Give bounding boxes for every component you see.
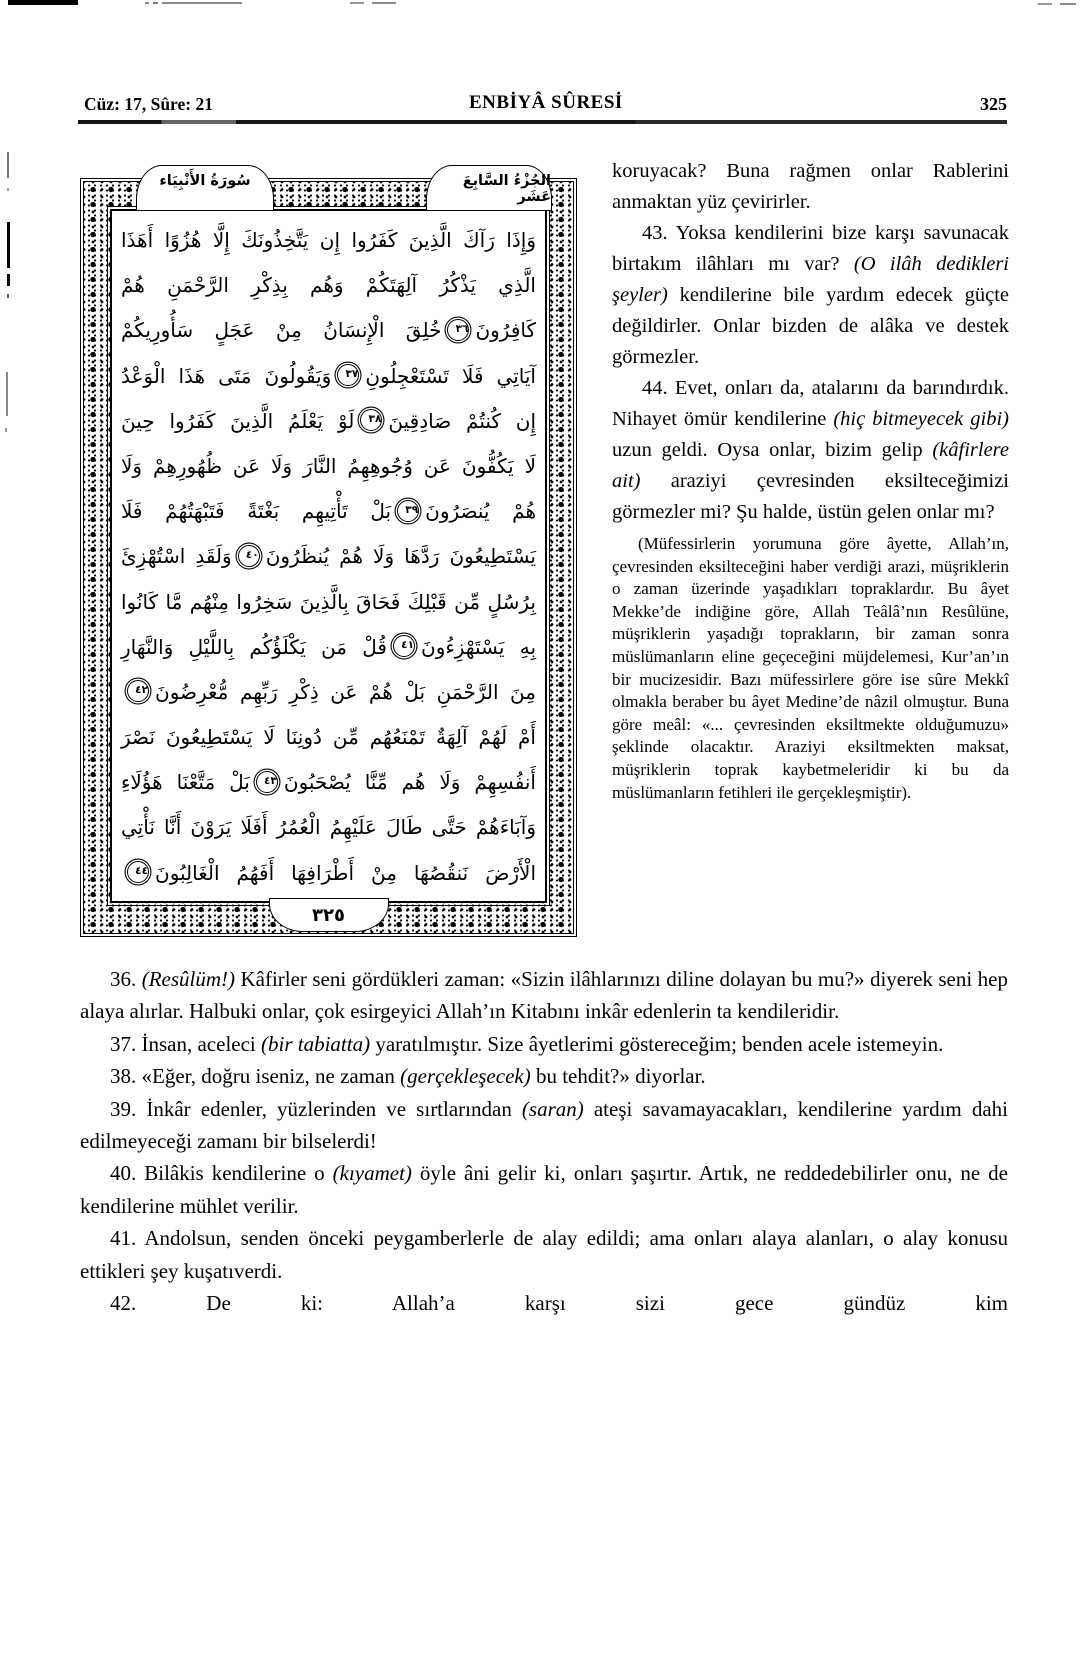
text-segment: أَنفُسِهِمْ وَلَا هُم مِّنَّا يُصْحَبُونَ [283,770,536,795]
mushaf-line [121,851,536,896]
translation-paragraph [80,963,1008,1028]
mushaf-line [121,308,536,353]
mushaf-line [121,670,536,715]
text-segment: وَإِذَا رَآكَ الَّذِينَ كَفَرُوا إِن يَتَّخِذُونَكَ إِلَّا هُزُوًا أَهَذَا [121,228,536,252]
scan-artifact-margin-tick [6,372,8,416]
text-segment: وَيَقُولُونَ مَتَى هَذَا الْوَعْدُ [121,363,332,388]
mushaf-line [121,580,536,625]
verse-marker: ٣٩ [397,500,419,522]
translation-paragraph [612,156,1009,218]
translation-paragraph [80,1028,1008,1060]
header-rule [78,120,1007,124]
mushaf-line [121,805,536,850]
text-segment: araziyi çevresinden eksilteceğimizi görmezler mi? Şu halde, üstün gelen onlar mı? [612,470,1009,523]
text-segment: (gerçekleşecek) [400,1064,531,1089]
text-segment: يَسْتَطِيعُونَ رَدَّهَا وَلَا هُمْ يُنظَرُونَ [265,544,536,569]
mushaf-page-number-label: ٣٢٥ [312,904,345,926]
text-segment: بَلْ مَتَّعْنَا هَؤُلَاءِ [121,770,250,795]
mushaf-line [121,534,536,579]
mushaf-line [121,399,536,444]
translation-paragraph [612,218,1009,373]
translation-paragraph [80,1222,1008,1287]
mushaf-line [121,489,536,534]
text-segment: Kâfirler seni gördükleri zaman: «Sizin ilâhlarınızı diline dolayan bu mu?» diyerek seni hep alaya alırlar. Halbuki onlar, çok esirgeyici Allah’ın Kitabını inkâr edenlerin ta kendileridir. [80,967,1008,1024]
text-segment: kendilerine bile yardım edecek güçte değildirler. Onlar bizden de alâka ve destek görmezler. [612,284,1009,368]
scan-artifact-margin-tick [7,222,10,268]
verse-marker: ٤٤ [127,861,149,883]
translation-paragraph [80,1060,1008,1092]
text-segment: öyle âni gelir ki, onları şaşırtır. Artık, ne reddedebilirler onu, ne de kendilerine mühlet verilir. [80,1161,1008,1218]
text-segment: 39. İnkâr edenler, yüzlerinden ve sırtlarından [110,1096,522,1121]
mushaf-line [121,625,536,670]
text-segment: لَوْ يَعْلَمُ الَّذِينَ كَفَرُوا حِينَ [121,408,355,433]
mushaf-line [121,218,536,263]
scan-artifact-dash [153,2,158,4]
text-segment: الَّذِي يَذْكُرُ آلِهَتَكُمْ وَهُم بِذِكْرِ الرَّحْمَنِ هُمْ [121,273,536,298]
text-segment: 44. Evet, onları da, atalarını da barındırdık. Nihayet ömür kendilerine [612,377,1009,430]
page-number: 325 [980,94,1007,114]
text-segment: الْأَرْضَ نَنقُصُهَا مِنْ أَطْرَافِهَا أَفَهُمُ الْغَالِبُونَ [155,860,536,885]
bottom-translation-section [80,963,1008,1319]
mushaf-page-number [269,898,389,932]
ornamental-border [83,173,574,934]
text-segment: (O ilâh dedikleri şeyler) [612,253,1009,306]
surah-cartouche-label: سُورَةُ الأَنْبِيَاء [159,173,251,189]
text-segment: (saran) [521,1096,584,1121]
mushaf-text-area [110,209,547,903]
text-segment: 37. İnsan, aceleci [110,1031,262,1056]
text-segment: أَمْ لَهُمْ آلِهَةٌ تَمْنَعُهُم مِّن دُونِنَا لَا يَسْتَطِيعُونَ نَصْرَ [121,725,536,750]
scan-artifact-margin-tick [5,428,7,432]
text-segment: (hiç bitmeyecek gibi) [833,408,1009,430]
text-segment: 43. Yoksa kendilerini bize karşı savunacak birtakım ilâhları mı var? [612,222,1009,275]
juz-sure-label: Cüz: 17, Sûre: 21 [84,94,213,114]
text-segment: bu tehdit?» diyorlar. [530,1064,706,1089]
translation-paragraph [80,1287,1008,1319]
juz-cartouche [426,165,552,211]
mushaf-line [121,354,536,399]
scan-artifact-dash [145,2,149,4]
text-segment: خُلِقَ الْإِنسَانُ مِنْ عَجَلٍ سَأُورِيكُمْ [121,318,442,343]
scan-artifact-dash [372,2,396,4]
verse-marker: ٤٠ [238,545,260,567]
translation-paragraph [80,1093,1008,1158]
scan-artifact-dash-line [162,2,242,4]
text-segment: 40. Bilâkis kendilerine o [110,1161,333,1186]
text-segment: إِن كُنتُمْ صَادِقِينَ [388,408,536,433]
text-segment: uzun geldi. Oysa onlar, bizim gelip [612,439,933,461]
text-segment: هُمْ يُنصَرُونَ [425,499,536,524]
scan-artifact-margin-tick [7,188,9,191]
text-segment: بِهِ يَسْتَهْزِءُونَ [421,634,537,659]
text-segment: (bir tabiatta) [261,1031,371,1056]
translation-paragraph [612,373,1009,528]
surah-cartouche [136,165,274,211]
mushaf-line [121,263,536,308]
text-segment: قُلْ مَن يَكْلَؤُكُم بِاللَّيْلِ وَالنَّهَارِ [121,634,387,659]
text-segment: (Müfessirlerin yorumuna göre âyette, Allah’ın, çevresinden eksilteceğini haber verdiği arazi, müşriklerin o zaman üzerinde yaşadıkları topraklardır. Bu âyet Mekke’de indiğine göre, Allah Teâlâ’nın Resûlüne, müşriklerin yaşadığı toprakların, bir zaman sonra müslümanların eline geçeceğini müjdelemesi, Kur’an’ın bir mucizesidir. Bazı müfessirlere göre ise sûre Mekkî olmakla beraber bu âyet Medine’de nâzil olmuştur. Buna göre meâl: «... çevresinden eksiltmekte olduğumuzu» şeklinde olacaktır. Araziyi eksiltmekten maksat, müşriklerin toprak kaybetmeleridir ki bu da müslümanların fetihleri ile gerçekleşmiştir). [612,534,1009,802]
verse-marker: ٤٣ [256,771,278,793]
text-segment: وَآبَاءَهُمْ حَتَّى طَالَ عَلَيْهِمُ الْعُمُرُ أَفَلَا يَرَوْنَ أَنَّا نَأْتِي [121,815,536,840]
scan-artifact-margin-tick [7,294,9,298]
mushaf-page [80,173,577,937]
translation-paragraph [80,1157,1008,1222]
text-segment: لَا يَكُفُّونَ عَن وُجُوهِهِمُ النَّارَ وَلَا عَن ظُهُورِهِمْ وَلَا [121,453,536,478]
text-segment: (kıyamet) [332,1161,412,1186]
text-segment: كَافِرُونَ [475,318,536,343]
text-segment: آيَاتِي فَلَا تَسْتَعْجِلُونِ [365,363,536,388]
scan-artifact-margin-tick [7,274,10,286]
scan-artifact-top-bar [8,0,78,5]
text-segment: 38. «Eğer, doğru iseniz, ne zaman [110,1064,401,1089]
text-segment: 42. De ki: Allah’a karşı sizi gece gündüz kim [110,1291,1008,1316]
text-segment: بِرُسُلٍ مِّن قَبْلِكَ فَحَاقَ بِالَّذِينَ سَخِرُوا مِنْهُم مَّا كَانُوا [121,589,536,614]
verse-marker: ٤٢ [127,680,149,702]
scan-artifact-dash [1060,3,1076,5]
text-segment: koruyacak? Buna rağmen onlar Rablerini anmaktan yüz çevirirler. [612,160,1009,213]
page-title: ENBİYÂ SÛRESİ [469,92,623,113]
text-segment: 41. Andolsun, senden önceki peygamberlerle de alay edildi; ama onları alaya alanları, o alay konusu ettikleri şey kuşatıverdi. [80,1226,1008,1283]
scan-artifact-dash [1038,3,1052,5]
juz-cartouche-label: الجُزْءُ السَّابِعَ عَشَر [462,173,551,205]
scan-artifact-dash [350,2,364,4]
text-segment: (Resûlüm!) [141,967,236,991]
mushaf-line [121,760,536,805]
mushaf-line [121,444,536,489]
text-segment: 36. [110,967,142,991]
commentary-paragraph [612,533,1009,804]
translation-column [612,156,1009,821]
verse-marker: ٣٨ [360,409,382,431]
text-segment: ateşi savamayacakları, kendilerine yardım dahi edilmeyeceği zamanı bir bilselerdi! [80,1096,1008,1154]
mushaf-line [121,715,536,760]
verse-marker: ٤١ [393,635,415,657]
text-segment: بَلْ تَأْتِيهِم بَغْتَةً فَتَبْهَتُهُمْ فَلَا [121,499,392,524]
scan-artifact-margin-tick [7,152,9,178]
text-segment: (kâfirlere ait) [612,439,1009,492]
text-segment: yaratılmıştır. Size âyetlerimi göstereceğim; benden acele istemeyin. [370,1031,944,1056]
text-segment: وَلَقَدِ اسْتُهْزِئَ [121,544,232,569]
text-segment: مِنَ الرَّحْمَنِ بَلْ هُمْ عَن ذِكْرِ رَبِّهِم مُّعْرِضُونَ [155,679,536,704]
verse-marker: ٣٧ [337,364,359,386]
verse-marker: ٣٦ [447,319,469,341]
